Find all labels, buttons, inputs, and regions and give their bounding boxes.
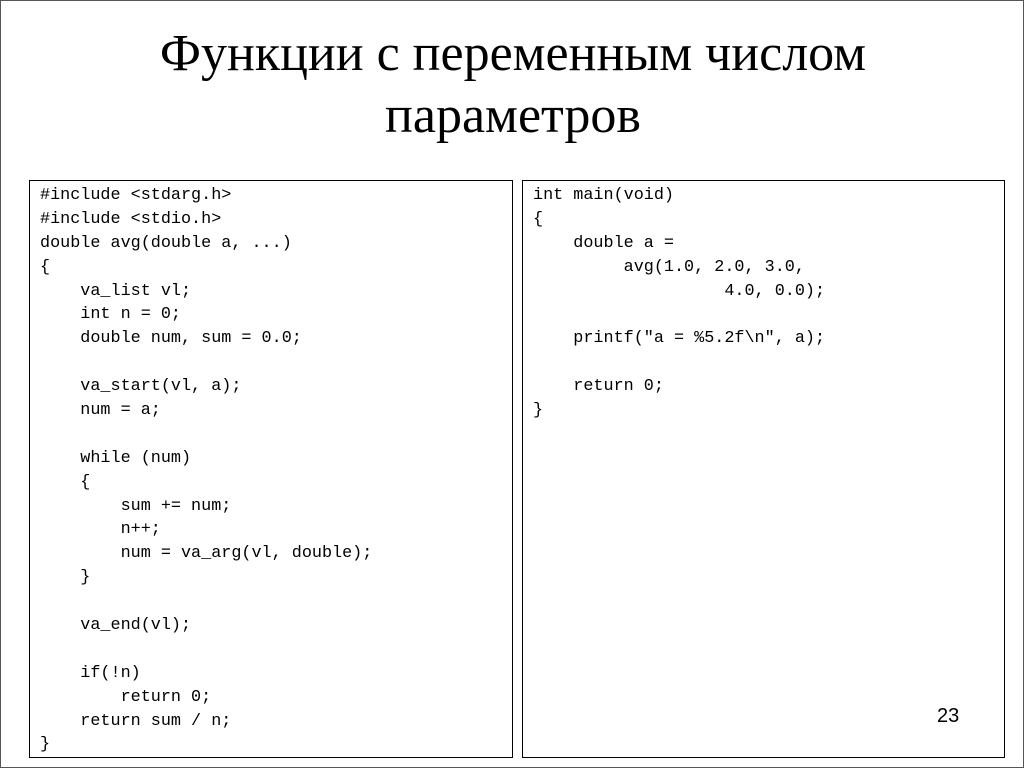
code-line: num = va_arg(vl, double);	[40, 544, 373, 564]
code-line: return 0;	[40, 687, 212, 707]
code-line: double a =	[533, 233, 674, 253]
code-panel-main-function	[522, 180, 1005, 758]
code-line: int main(void)	[533, 186, 674, 205]
code-line	[40, 590, 372, 614]
code-block-main	[533, 184, 825, 423]
code-line: va_list vl;	[40, 281, 192, 301]
code-line: }	[40, 568, 91, 588]
code-line	[533, 351, 825, 375]
code-line: int n = 0;	[40, 305, 181, 325]
code-line	[40, 423, 372, 447]
code-line: #include <stdio.h>	[40, 209, 222, 229]
code-line: double avg(double a, ...)	[40, 233, 292, 253]
page-number: 23	[937, 705, 960, 727]
slide-title	[1, 23, 1024, 147]
code-line: avg(1.0, 2.0, 3.0,	[533, 257, 805, 277]
code-line: printf("a = %5.2f\n", a);	[533, 329, 826, 349]
code-line: }	[40, 735, 51, 755]
code-line: while (num)	[40, 448, 192, 468]
code-line: n++;	[40, 520, 161, 540]
code-line: double num, sum = 0.0;	[40, 329, 302, 349]
code-line: {	[40, 257, 51, 277]
code-line: sum += num;	[40, 496, 232, 516]
code-line	[40, 638, 372, 662]
code-line: 4.0, 0.0);	[533, 281, 826, 301]
title-line-2: параметров	[385, 87, 641, 144]
code-line: }	[533, 401, 544, 421]
code-line: if(!n)	[40, 663, 141, 683]
code-line: num = a;	[40, 401, 161, 421]
code-line: return sum / n;	[40, 711, 232, 731]
code-line: va_end(vl);	[40, 616, 192, 636]
code-line	[40, 351, 372, 375]
code-line: return 0;	[533, 377, 664, 397]
code-line: {	[40, 472, 91, 492]
code-block-avg	[40, 184, 372, 757]
code-panel-avg-function	[29, 180, 513, 758]
code-line: {	[533, 209, 544, 229]
code-line: va_start(vl, a);	[40, 377, 242, 397]
title-line-1: Функции с переменным числом	[159, 25, 867, 82]
code-line: #include <stdarg.h>	[40, 186, 232, 205]
code-line	[533, 303, 825, 327]
